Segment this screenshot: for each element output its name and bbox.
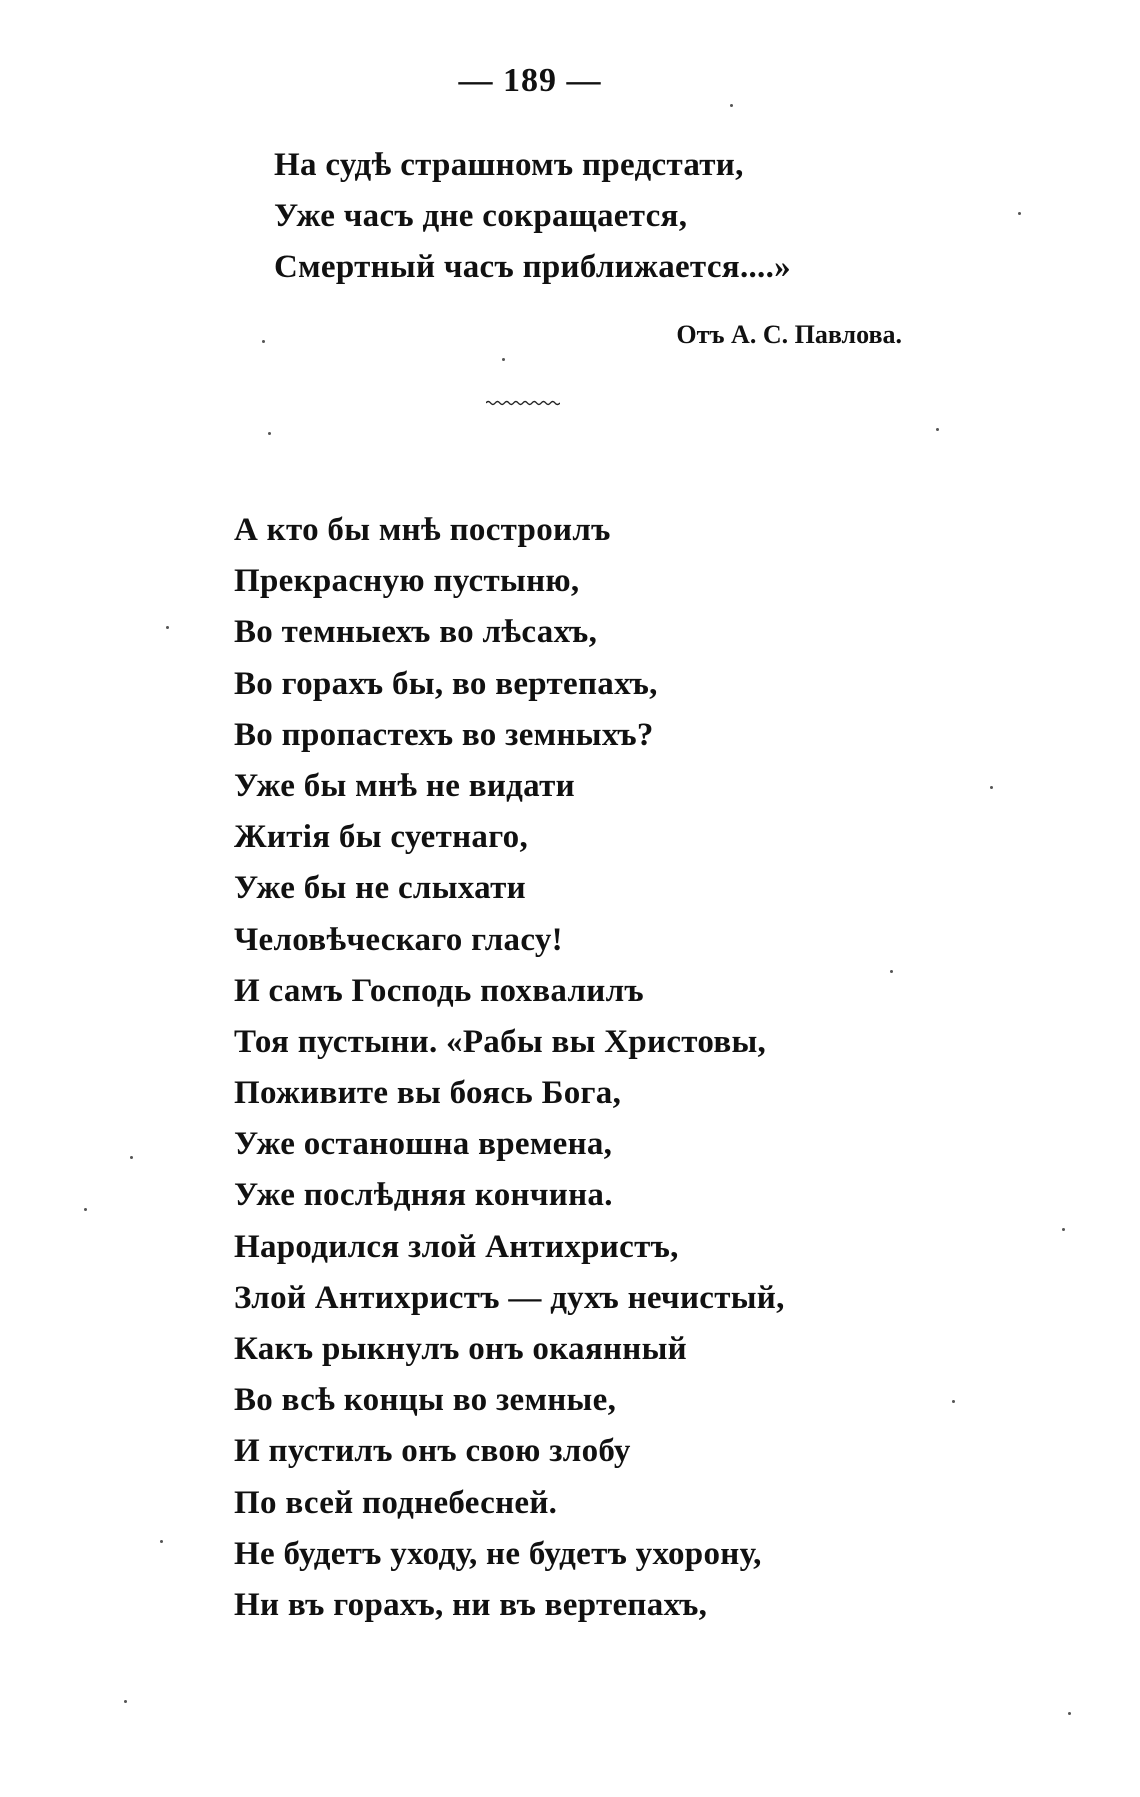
poem-line: Уже бы мнѣ не видати <box>234 767 575 804</box>
poem-line: Уже часъ дне сокращается, <box>274 198 688 234</box>
poem-line: Человѣческаго гласу! <box>234 921 563 958</box>
poem-line: И пустилъ онъ свою злобу <box>234 1433 631 1470</box>
poem-line: Какъ рыкнулъ онъ окаянный <box>234 1331 687 1367</box>
poem-line: Уже послѣдняя кончина. <box>234 1177 613 1214</box>
scan-speck <box>268 432 271 435</box>
scan-speck <box>262 340 265 343</box>
poem-line: Во всѣ концы во земные, <box>234 1382 617 1419</box>
scan-speck <box>1068 1712 1071 1715</box>
poem-line: Народился злой Антихристъ, <box>234 1228 679 1265</box>
page-number: — 189 — <box>458 62 602 99</box>
scan-speck <box>160 1540 163 1543</box>
poem-line: Тоя пустыни. «Рабы вы Христовы, <box>234 1023 767 1060</box>
poem-line: Во горахъ бы, во вертепахъ, <box>234 665 658 702</box>
scan-speck <box>166 626 169 629</box>
scan-speck <box>502 358 505 361</box>
scan-speck <box>936 428 939 431</box>
main-stanza <box>234 505 785 1631</box>
poem-line: Житія бы суетнаго, <box>234 819 529 856</box>
scan-speck <box>1018 212 1021 215</box>
poem-line: Прекрасную пустыню, <box>234 563 580 600</box>
poem-line: Ни въ горахъ, ни въ вертепахъ, <box>234 1586 708 1623</box>
scan-speck <box>730 104 733 107</box>
top-stanza <box>274 140 791 293</box>
poem-line: Злой Антихристъ — духъ нечистый, <box>234 1279 785 1316</box>
scan-speck <box>124 1700 127 1703</box>
poem-line: На судѣ страшномъ предстати, <box>274 147 744 183</box>
scan-speck <box>890 970 893 973</box>
scan-speck <box>952 1400 955 1403</box>
poem-line: Смертный часъ приближается....» <box>274 249 791 285</box>
poem-line: По всей поднебесней. <box>234 1484 558 1521</box>
poem-line: И самъ Господь похвалилъ <box>234 972 644 1009</box>
poem-line: Во пропастехъ во земныхъ? <box>234 716 654 753</box>
poem-line: Поживите вы боясь Бога, <box>234 1075 622 1112</box>
poem-line: Во темныехъ во лѣсахъ, <box>234 614 598 651</box>
scan-speck <box>990 786 993 789</box>
attribution: Отъ А. С. Павлова. <box>676 320 902 349</box>
poem-line: Уже бы не слыхати <box>234 870 526 907</box>
poem-line: А кто бы мнѣ построилъ <box>234 512 611 548</box>
scan-speck <box>84 1208 87 1211</box>
scan-speck <box>130 1156 133 1159</box>
scan-speck <box>1062 1228 1065 1231</box>
ornamental-divider <box>486 400 560 406</box>
poem-line: Не будетъ уходу, не будетъ ухорону, <box>234 1535 762 1572</box>
poem-line: Уже останошна времена, <box>234 1126 613 1163</box>
